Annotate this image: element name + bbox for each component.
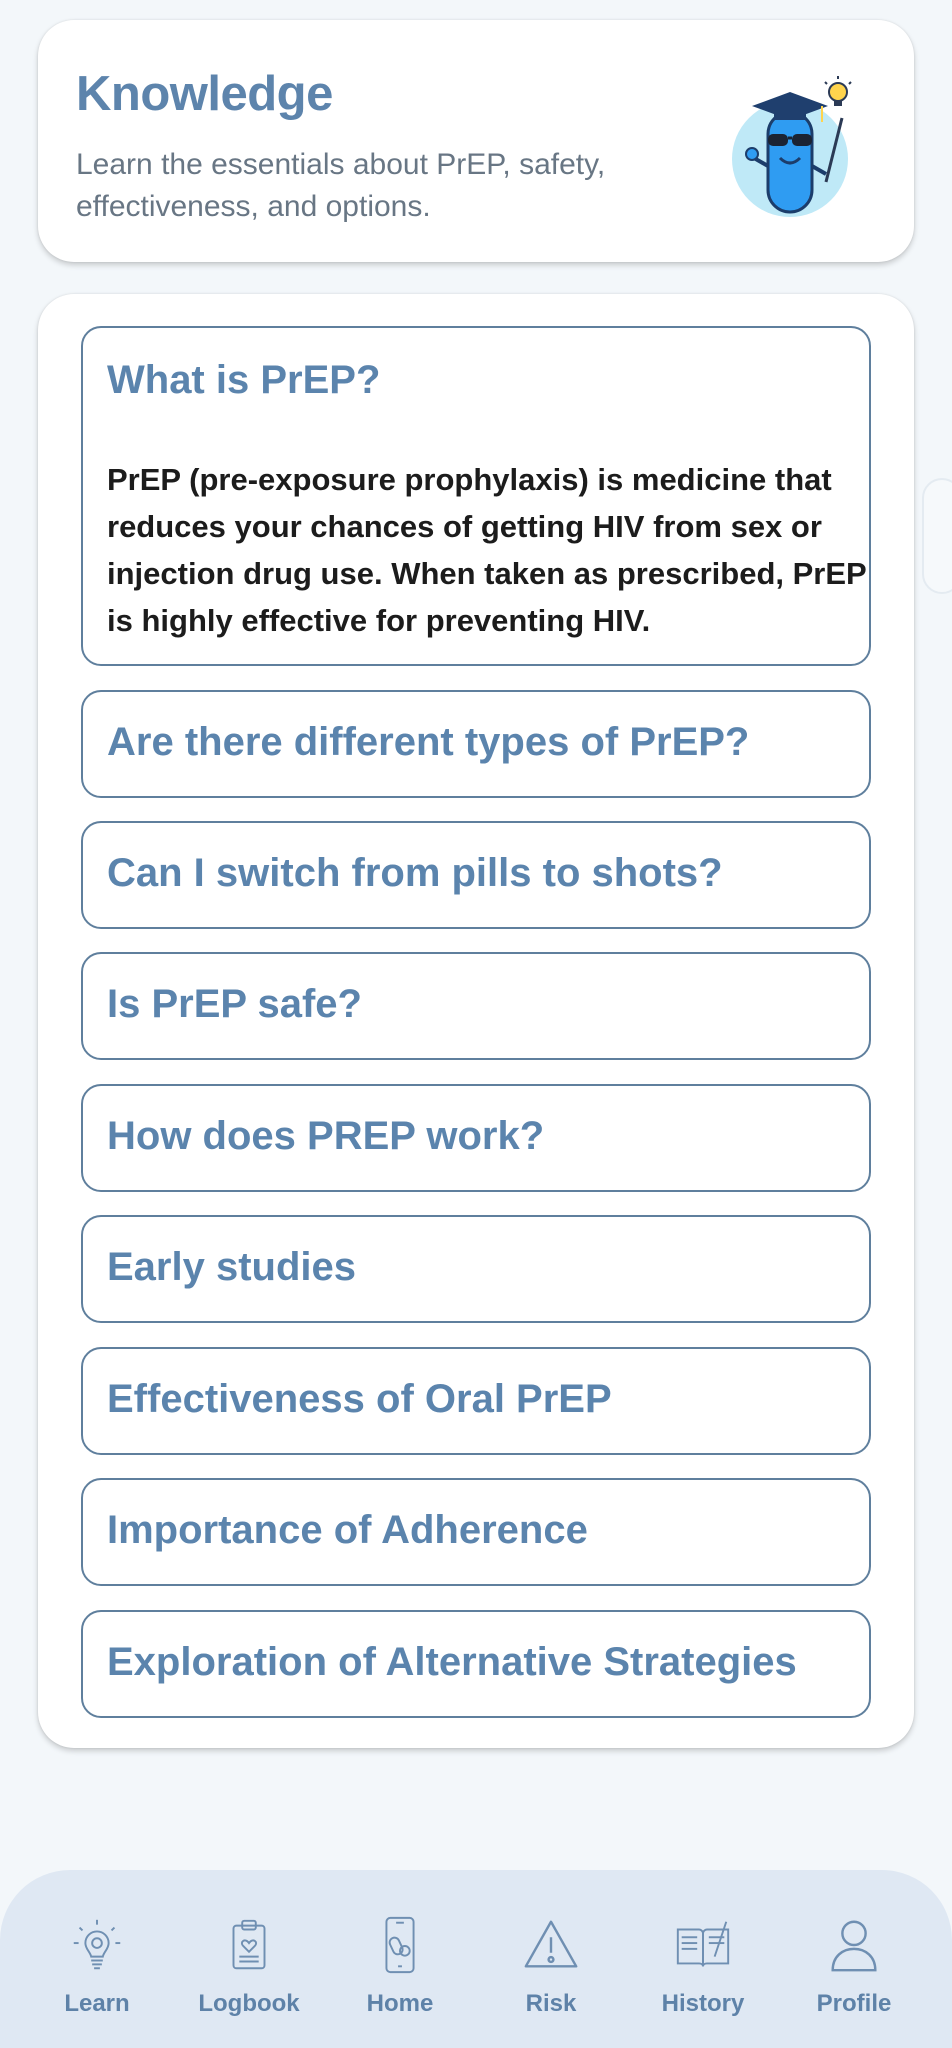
faq-item-oral-prep-effectiveness[interactable]: [81, 1347, 871, 1455]
nav-history[interactable]: [628, 1914, 778, 2044]
nav-logbook[interactable]: [174, 1914, 324, 2044]
faq-item-how-prep-works[interactable]: [81, 1084, 871, 1192]
book-icon: [672, 1914, 734, 1976]
faq-item-is-prep-safe[interactable]: [81, 952, 871, 1060]
faq-question: Importance of Adherence: [107, 1508, 588, 1552]
faq-item-early-studies[interactable]: [81, 1215, 871, 1323]
clipboard-icon: [218, 1914, 280, 1976]
nav-risk[interactable]: [476, 1914, 626, 2044]
nav-label: Risk: [525, 1990, 577, 2017]
faq-question: Exploration of Alternative Strategies: [107, 1640, 797, 1684]
edge-swipe-handle[interactable]: [922, 478, 952, 594]
faq-item-what-is-prep[interactable]: [81, 326, 871, 666]
nav-label: History: [661, 1990, 745, 2017]
lightbulb-gear-icon: [66, 1914, 128, 1976]
faq-question: Are there different types of PrEP?: [107, 720, 750, 764]
faq-item-alternative-strategies[interactable]: [81, 1610, 871, 1718]
warning-icon: [520, 1914, 582, 1976]
faq-question: Effectiveness of Oral PrEP: [107, 1377, 612, 1421]
nav-learn[interactable]: [22, 1914, 172, 2044]
faq-item-switch-pills-shots[interactable]: [81, 821, 871, 929]
faq-question: Early studies: [107, 1245, 357, 1289]
header-card: [38, 20, 914, 262]
faq-question: How does PREP work?: [107, 1114, 545, 1158]
nav-home[interactable]: [325, 1914, 475, 2044]
faq-item-adherence[interactable]: [81, 1478, 871, 1586]
faq-answer: PrEP (pre-exposure prophylaxis) is medicine that reduces your chances of getting HIV from sex or injection drug use. When taken as prescribed, PrEP is highly effective for preventing HIV.: [107, 462, 867, 638]
faq-item-types-of-prep[interactable]: [81, 690, 871, 798]
bottom-navigation: [0, 1870, 952, 2048]
page-subtitle: Learn the essentials about PrEP, safety, effectiveness, and options.: [76, 148, 606, 223]
faq-question: Can I switch from pills to shots?: [107, 851, 723, 895]
nav-label: Logbook: [198, 1990, 300, 2017]
phone-pills-icon: [369, 1914, 431, 1976]
graduate-pill-mascot-icon: [730, 74, 880, 224]
faq-question: Is PrEP safe?: [107, 982, 362, 1026]
page-title: Knowledge: [76, 67, 333, 121]
user-icon: [823, 1914, 885, 1976]
nav-label: Profile: [816, 1990, 892, 2017]
nav-label: Learn: [64, 1990, 130, 2017]
nav-label: Home: [366, 1990, 434, 2017]
nav-profile[interactable]: [779, 1914, 929, 2044]
faq-card: [38, 294, 914, 1748]
faq-question: What is PrEP?: [107, 358, 381, 402]
